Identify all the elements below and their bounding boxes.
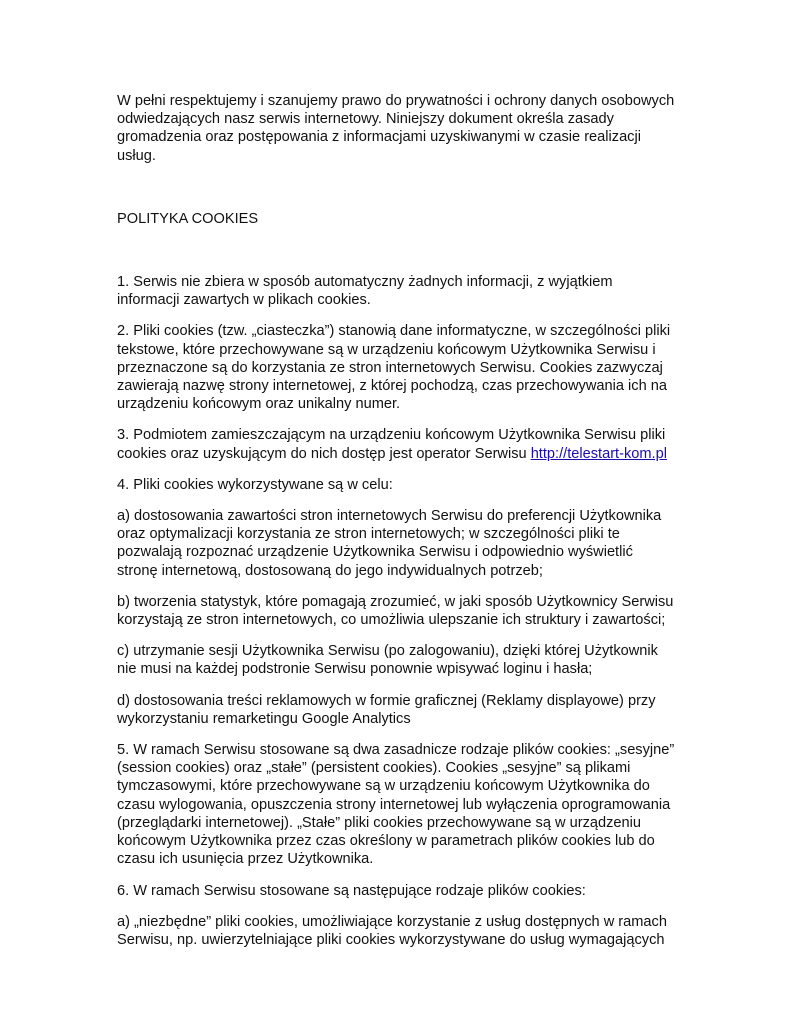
paragraph-3-text: 3. Podmiotem zamieszczającym na urządzeniu końcowym Użytkownika Serwisu pliki cookies oraz uzyskującym do nich dostęp jest operator Serwisu	[117, 427, 666, 462]
paragraph-6a: a) „niezbędne” pliki cookies, umożliwiające korzystanie z usług dostępnych w ramach Serwisu, np. uwierzytelniające pliki cookies wykorzystywane do usług wymagających	[117, 913, 667, 948]
paragraph-4a: a) dostosowania zawartości stron internetowych Serwisu do preferencji Użytkownika oraz optymalizacji korzystania ze stron internetowych; w szczególności pliki te pozwalają rozpoznać urządzenie Użytkownika Serwisu i odpowiednio wyświetlić stronę internetową, dostosowaną do jego indywidualnych potrzeb;	[117, 508, 662, 579]
paragraph-1: 1. Serwis nie zbiera w sposób automatyczny żadnych informacji, z wyjątkiem informacji zawartych w plikach cookies.	[117, 274, 613, 309]
document-page	[117, 92, 677, 962]
paragraph-5: 5. W ramach Serwisu stosowane są dwa zasadnicze rodzaje plików cookies: „sesyjne” (session cookies) oraz „stałe” (persistent cookies). Cookies „sesyjne” są plikami tymczasowymi, które przechowywane są w urządzeniu końcowym Użytkownika do czasu wylogowania, opuszczenia strony internetowej lub wyłączenia oprogramowania (przeglądarki internetowej). „Stałe” pliki cookies przechowywane są w urządzeniu końcowym Użytkownika przez czas określony w parametrach plików cookies lub do czasu ich usunięcia przez Użytkownika.	[117, 742, 675, 868]
paragraph-4b: b) tworzenia statystyk, które pomagają zrozumieć, w jaki sposób Użytkownicy Serwisu korzystają ze stron internetowych, co umożliwia ulepszanie ich struktury i zawartości;	[117, 593, 674, 629]
paragraph-4c: c) utrzymanie sesji Użytkownika Serwisu (po zalogowaniu), dzięki której Użytkownik nie musi na każdej podstronie Serwisu ponownie wpisywać loginu i hasła;	[117, 643, 658, 678]
operator-link[interactable]: http://telestart-kom.pl	[530, 445, 667, 462]
paragraph-4: 4. Pliki cookies wykorzystywane są w celu:	[117, 476, 393, 493]
intro-paragraph: W pełni respektujemy i szanujemy prawo do prywatności i ochrony danych osobowych odwiedzających nasz serwis internetowy. Niniejszy dokument określa zasady gromadzenia oraz postępowania z informacjami uzyskiwanymi w czasie realizacji usług.	[117, 93, 675, 164]
paragraph-3	[117, 426, 677, 462]
section-heading: POLITYKA COOKIES	[117, 210, 259, 227]
paragraph-6: 6. W ramach Serwisu stosowane są następujące rodzaje plików cookies:	[117, 882, 586, 899]
paragraph-2: 2. Pliki cookies (tzw. „ciasteczka”) stanowią dane informatyczne, w szczególności pliki tekstowe, które przechowywane są w urządzeniu końcowym Użytkownika Serwisu i przeznaczone są do korzystania ze stron internetowych Serwisu. Cookies zazwyczaj zawierają nazwę strony internetowej, z której pochodzą, czas przechowywania ich na urządzeniu końcowym oraz unikalny numer.	[117, 323, 671, 413]
paragraph-4d: d) dostosowania treści reklamowych w formie graficznej (Reklamy displayowe) przy wykorzystaniu remarketingu Google Analytics	[117, 692, 656, 727]
